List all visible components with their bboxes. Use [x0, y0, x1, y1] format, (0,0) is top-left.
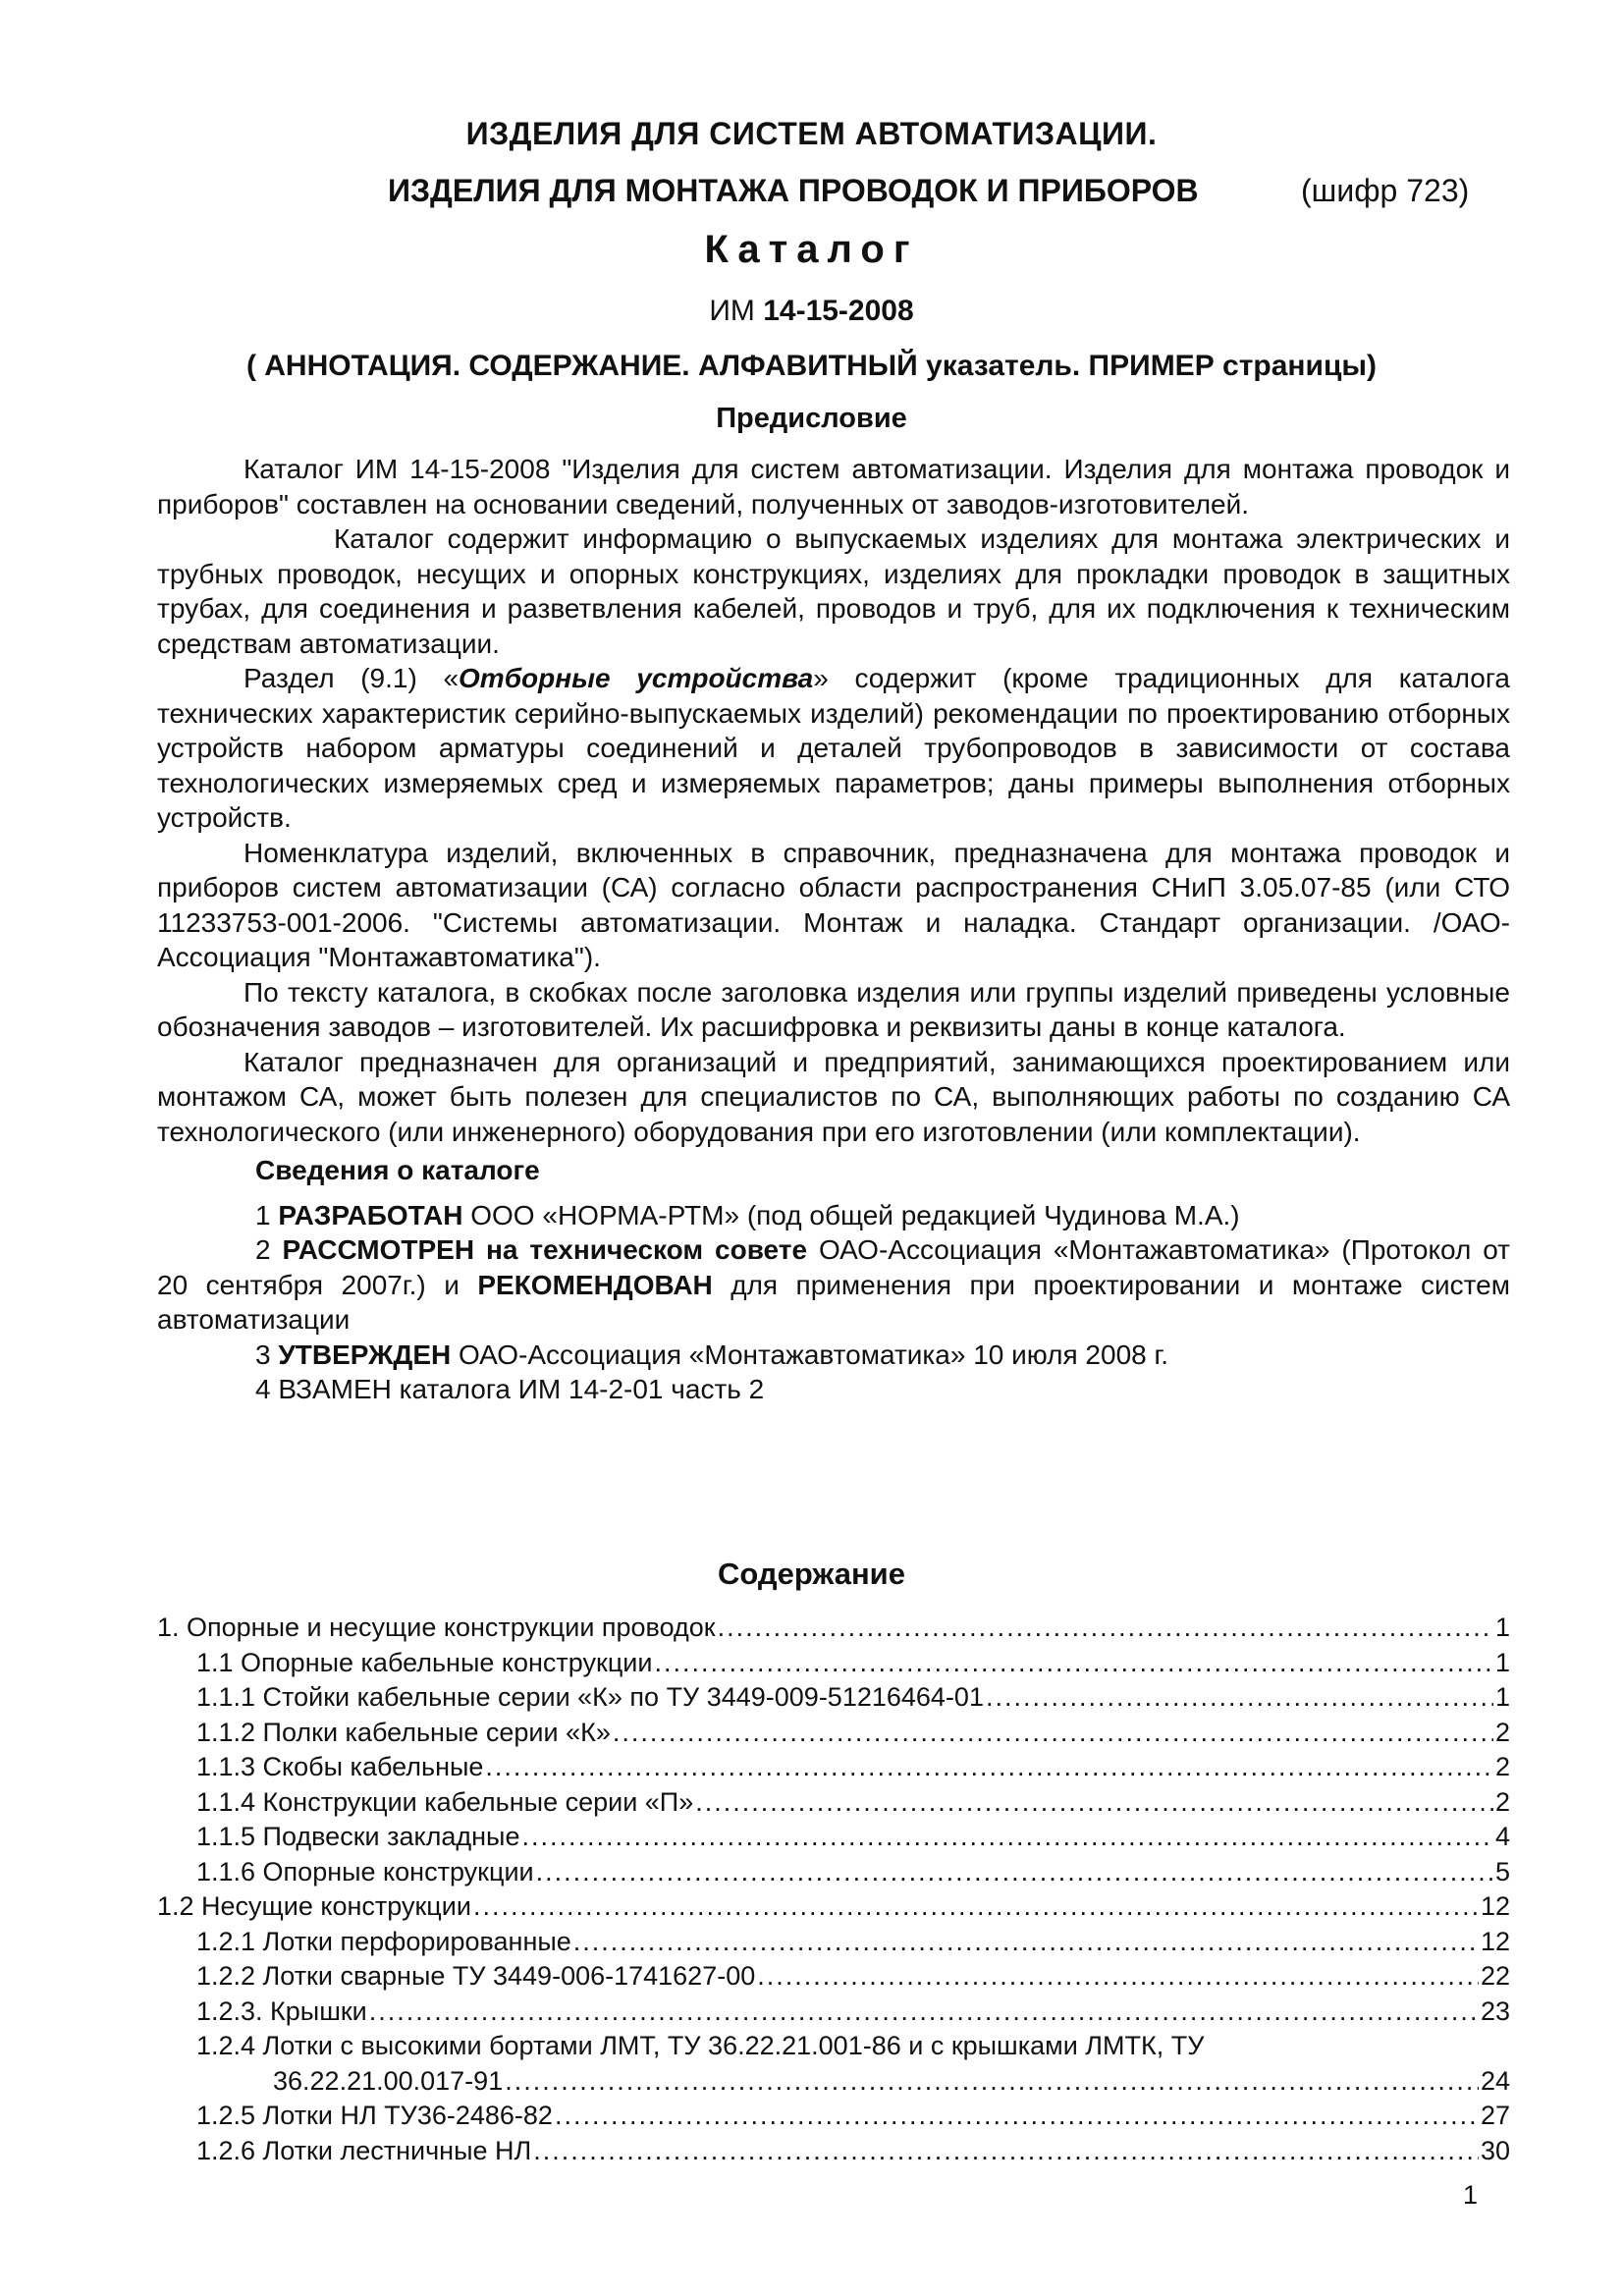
toc-row[interactable]: [157, 2099, 1510, 2134]
toc-leader: [505, 2064, 1479, 2100]
item-2-bold-2: РЕКОМЕНДОВАН: [477, 1269, 713, 1300]
item-3-text: ОАО-Ассоциация «Монтажавтоматика» 10 июля 2008 г.: [451, 1339, 1169, 1370]
toc-row[interactable]: [157, 1716, 1510, 1751]
toc-leader: [369, 1995, 1479, 2030]
toc-label: 1.1.1 Стойки кабельные серии «К» по ТУ 3449-009-51216464-01: [196, 1682, 984, 1712]
toc-page: 2: [1494, 1786, 1510, 1817]
toc-page: 4: [1494, 1822, 1510, 1851]
title-line-2: ИЗДЕЛИЯ ДЛЯ МОНТАЖА ПРОВОДОК И ПРИБОРОВ: [388, 173, 1199, 208]
toc-page: 22: [1480, 1961, 1510, 1991]
toc-label: 1.2.3. Крышки: [196, 1995, 367, 2026]
toc-page: 30: [1480, 2135, 1510, 2165]
toc-leader: [573, 1925, 1479, 1960]
subtitle-part-2: указатель.: [926, 350, 1081, 382]
about-item-2: [157, 1232, 1510, 1338]
catalog-subtitle: [0, 350, 1623, 383]
toc-row[interactable]: [157, 1820, 1510, 1855]
toc-row[interactable]: [157, 1611, 1510, 1646]
toc-label: 1.2 Несущие конструкции: [157, 1891, 471, 1921]
catalog-heading: Каталог: [704, 228, 919, 271]
toc-leader: [555, 2099, 1479, 2134]
toc-row[interactable]: [157, 2134, 1510, 2169]
item-2-number: 2: [255, 1234, 283, 1265]
toc-label: 1.2.2 Лотки сварные ТУ 3449-006-1741627-00: [196, 1961, 756, 1991]
item-3-bold: УТВЕРЖДЕН: [278, 1339, 452, 1370]
item-2-text: ОАО-Ассоциация «Монтажавтоматика» (Протокол от 20 сентября 2007г.) и: [157, 1234, 1510, 1300]
toc-leader: [695, 1785, 1493, 1821]
page-number: 1: [1463, 2180, 1479, 2210]
about-item-3: [157, 1338, 1510, 1373]
table-of-contents: [157, 1611, 1510, 2168]
toc-label: 1.2.6 Лотки лестничные НЛ: [196, 2135, 532, 2165]
toc-page: 1: [1494, 1682, 1510, 1712]
toc-row[interactable]: [157, 2029, 1510, 2064]
toc-page: 5: [1494, 1856, 1510, 1886]
toc-label: 1.2.1 Лотки перфорированные: [196, 1926, 571, 1956]
item-1-number: 1: [255, 1199, 279, 1230]
toc-row[interactable]: [157, 2064, 1510, 2100]
toc-leader: [485, 1750, 1493, 1785]
preface-body: [157, 452, 1510, 1407]
toc-page: 23: [1480, 1995, 1510, 2026]
toc-page: 12: [1480, 1891, 1510, 1921]
toc-row[interactable]: [157, 1750, 1510, 1785]
toc-label: 1.1 Опорные кабельные конструкции: [196, 1647, 653, 1677]
about-catalog-title: Сведения о каталоге: [255, 1155, 540, 1185]
toc-leader: [521, 1820, 1493, 1855]
cipher-label: (шифр 723): [1301, 173, 1470, 208]
p3-emphasis: Отборные устройства: [459, 663, 814, 693]
toc-page: 2: [1494, 1752, 1510, 1781]
toc-page: 2: [1494, 1717, 1510, 1747]
toc-row[interactable]: [157, 1995, 1510, 2030]
toc-page: 1: [1494, 1647, 1510, 1677]
toc-page: 12: [1480, 1926, 1510, 1956]
catalog-code-number: 14-15-2008: [763, 295, 914, 327]
title-line-1: ИЗДЕЛИЯ ДЛЯ СИСТЕМ АВТОМАТИЗАЦИИ.: [465, 116, 1158, 151]
toc-label: 1. Опорные и несущие конструкции проводок: [157, 1613, 716, 1642]
preface-paragraph-6: Каталог предназначен для организаций и предприятий, занимающихся проектированием или монтажом СА, может быть полезен для специалистов по СА, выполняющих работы по созданию СА технологического (или инженерного) оборудования при его изготовлении (или комплектации).: [157, 1046, 1510, 1147]
preface-paragraph-3: [157, 661, 1510, 836]
item-2-text-2: для применения при проектировании и монтаже систем автоматизации: [157, 1269, 1510, 1335]
preface-paragraph-2: Каталог содержит информацию о выпускаемых изделиях для монтажа электрических и трубных проводок, несущих и опорных конструкциях, изделиях для прокладки проводок в защитных трубах, для соединения и разветвления кабелей, проводов и труб, для их подключения к техническим средствам автоматизации.: [157, 523, 1510, 659]
toc-page: 27: [1480, 2101, 1510, 2130]
preface-paragraph-5: По тексту каталога, в скобках после заголовка изделия или группы изделий приведены условные обозначения заводов – изготовителей. Их расшифровка и реквизиты даны в конце каталога.: [157, 976, 1510, 1042]
toc-label: 1.1.3 Скобы кабельные: [196, 1752, 484, 1781]
toc-label: 1.1.5 Подвески закладные: [196, 1822, 520, 1851]
catalog-code-prefix: ИМ: [709, 295, 764, 327]
toc-row[interactable]: [157, 1680, 1510, 1716]
p3-start: Раздел (9.1) «: [243, 663, 460, 693]
about-item-1: [157, 1198, 1510, 1233]
about-item-4: 4 ВЗАМЕН каталога ИМ 14-2-01 часть 2: [255, 1374, 765, 1404]
preface-paragraph-4: Номенклатура изделий, включенных в справочник, предназначена для монтажа проводок и приборов систем автоматизации (СА) согласно области распространения СНиП 3.05.07-85 (или СТО 11233753-001-2006. "Системы автоматизации. Монтаж и наладка. Стандарт организации. /ОАО-Ассоциация "Монтажавтоматика").: [157, 837, 1510, 972]
toc-label: 1.1.2 Полки кабельные серии «К»: [196, 1717, 611, 1747]
item-3-number: 3: [255, 1339, 279, 1370]
preface-title: Предисловие: [716, 403, 907, 434]
toc-row[interactable]: [157, 1646, 1510, 1681]
toc-label: 1.2.4 Лотки с высокими бортами ЛМТ, ТУ 36.22.21.001-86 и с крышками ЛМТК, ТУ: [196, 2031, 1205, 2060]
subtitle-part-3: ПРИМЕР страницы): [1080, 350, 1378, 382]
item-2-bold: РАССМОТРЕН на техническом совете: [282, 1234, 808, 1265]
toc-leader: [654, 1646, 1493, 1681]
toc-row[interactable]: [157, 1855, 1510, 1890]
toc-row[interactable]: [157, 1959, 1510, 1995]
toc-label: 1.1.6 Опорные конструкции: [196, 1856, 534, 1886]
subtitle-part-1: ( АННОТАЦИЯ. СОДЕРЖАНИЕ. АЛФАВИТНЫЙ: [245, 350, 927, 382]
toc-leader: [473, 1889, 1479, 1925]
toc-leader: [536, 1855, 1493, 1890]
toc-row[interactable]: [157, 1925, 1510, 1960]
toc-leader: [533, 2134, 1479, 2169]
toc-leader: [718, 1611, 1493, 1646]
toc-title: Содержание: [718, 1557, 905, 1591]
item-1-text: ООО «НОРМА-РТМ» (под общей редакцией Чудинова М.А.): [462, 1199, 1240, 1230]
toc-leader: [757, 1959, 1479, 1995]
item-1-bold: РАЗРАБОТАН: [278, 1199, 463, 1230]
toc-page: 1: [1494, 1613, 1510, 1642]
toc-row[interactable]: [157, 1889, 1510, 1925]
toc-page: 24: [1480, 2065, 1510, 2096]
toc-label: 36.22.21.00.017-91: [273, 2065, 504, 2096]
toc-label: 1.2.5 Лотки НЛ ТУ36-2486-82: [196, 2101, 553, 2130]
toc-leader: [613, 1716, 1493, 1751]
toc-row[interactable]: [157, 1785, 1510, 1821]
catalog-code: [0, 295, 1623, 328]
preface-paragraph-1: Каталог ИМ 14-15-2008 "Изделия для систем автоматизации. Изделия для монтажа проводок и приборов" составлен на основании сведений, полученных от заводов-изготовителей.: [157, 454, 1510, 519]
p3-end: » содержит (кроме традиционных для каталога технических характеристик серийно-выпускаемых изделий) рекомендации по проектированию отборных устройств набором арматуры соединений и деталей трубопроводов в зависимости от состава технологических измеряемых сред и измеряемых параметров; даны примеры выполнения отборных устройств.: [157, 663, 1510, 833]
toc-label: 1.1.4 Конструкции кабельные серии «П»: [196, 1786, 694, 1817]
toc-leader: [986, 1680, 1493, 1716]
